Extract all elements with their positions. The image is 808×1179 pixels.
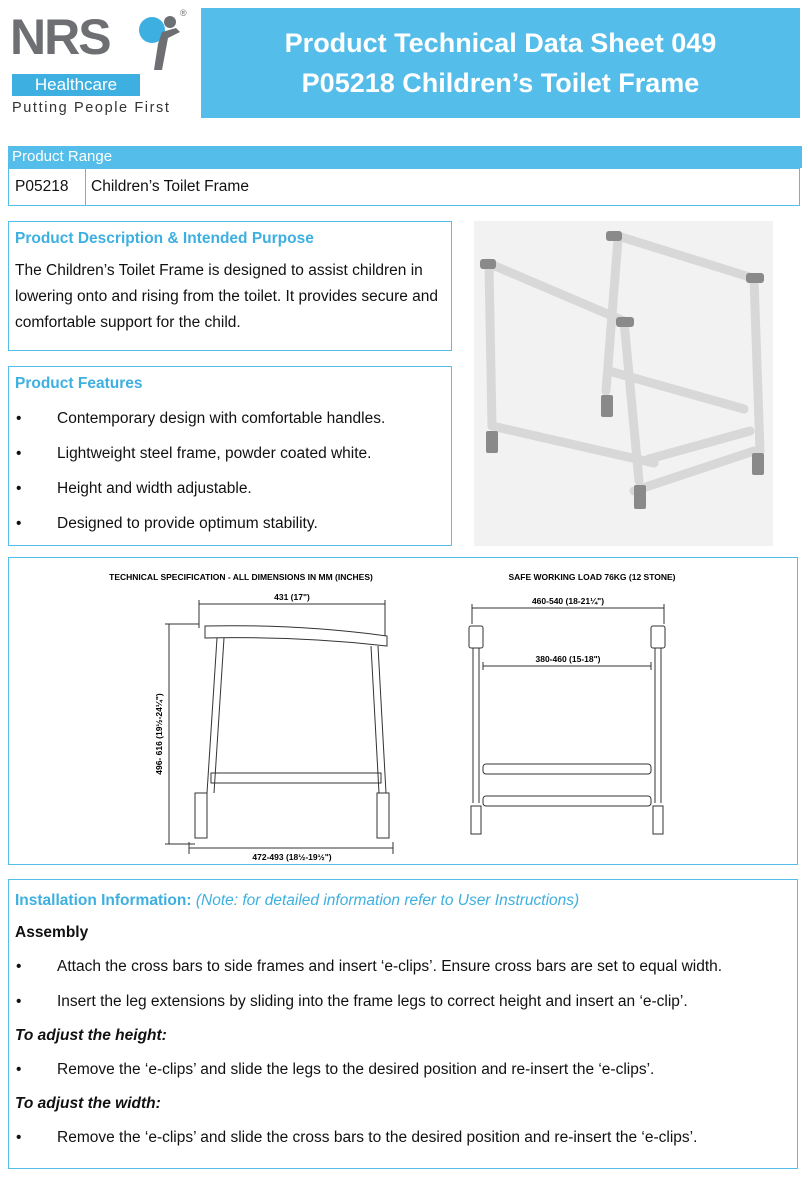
description-title: Product Description & Intended Purpose: [15, 230, 314, 247]
width-heading: To adjust the width:: [15, 1095, 161, 1112]
description-body: The Children’s Toilet Frame is designed to assist children in lowering onto and rising from the toilet. It provides secure and comfortable support for the child.: [15, 262, 439, 331]
height-heading: To adjust the height:: [15, 1027, 167, 1044]
installation-note: (Note: for detailed information refer to User Instructions): [195, 892, 580, 909]
spec-right-title: SAFE WORKING LOAD 76KG (12 STONE): [508, 572, 676, 582]
features-list: [15, 401, 445, 541]
feature-item: • Designed to provide optimum stability.: [15, 506, 445, 541]
logo-tagline: Putting People First: [12, 100, 171, 116]
header-banner: [201, 8, 800, 118]
assembly-item: • Insert the leg extensions by sliding into the frame legs to correct height and insert an ‘e-clip’.: [15, 984, 791, 1019]
nrs-healthcare-logo: [8, 8, 194, 120]
technical-specification-box: [8, 557, 798, 865]
logo-subtitle: Healthcare: [12, 74, 140, 96]
feature-item: • Contemporary design with comfortable handles.: [15, 401, 445, 436]
registered-mark: ®: [180, 8, 187, 18]
toilet-frame-illustration: [474, 221, 773, 546]
spec-width-inner: 380-460 (15-18"): [535, 654, 601, 664]
header-title-line1: Product Technical Data Sheet 049: [284, 28, 717, 58]
product-name: Children’s Toilet Frame: [91, 178, 249, 195]
features-title: Product Features: [15, 375, 143, 392]
logo-brand: NRS: [10, 9, 110, 65]
technical-drawing: [9, 558, 796, 863]
feature-item: • Height and width adjustable.: [15, 471, 445, 506]
installation-heading: [15, 886, 791, 916]
logo-figure-icon: [132, 14, 184, 74]
spec-height: 496- 616 (19½-24¼"): [154, 693, 164, 775]
product-range-heading: Product Range: [8, 146, 802, 168]
product-range-row: [8, 168, 800, 206]
assembly-item: • Attach the cross bars to side frames and insert ‘e-clips’. Ensure cross bars are set to equal width.: [15, 949, 791, 984]
spec-depth-top: 431 (17"): [274, 592, 310, 602]
spec-depth-bottom: 472-493 (18½-19½"): [252, 852, 332, 862]
product-description-box: [8, 221, 452, 351]
header-title-line2: P05218 Children’s Toilet Frame: [301, 68, 700, 98]
feature-item: • Lightweight steel frame, powder coated white.: [15, 436, 445, 471]
assembly-heading: Assembly: [15, 924, 89, 941]
product-features-box: [8, 366, 452, 546]
product-code: P05218: [9, 169, 86, 205]
width-item: • Remove the ‘e-clips’ and slide the cross bars to the desired position and re-insert the ‘e-clips’.: [15, 1120, 791, 1155]
height-item: • Remove the ‘e-clips’ and slide the legs to the desired position and re-insert the ‘e-clips’.: [15, 1052, 791, 1087]
spec-width-outer: 460-540 (18-21¼"): [531, 596, 605, 606]
spec-left-title: TECHNICAL SPECIFICATION - ALL DIMENSIONS IN MM (INCHES): [109, 572, 373, 582]
installation-box: [8, 879, 798, 1169]
installation-title: Installation Information:: [15, 892, 192, 909]
product-photo: [474, 221, 773, 546]
